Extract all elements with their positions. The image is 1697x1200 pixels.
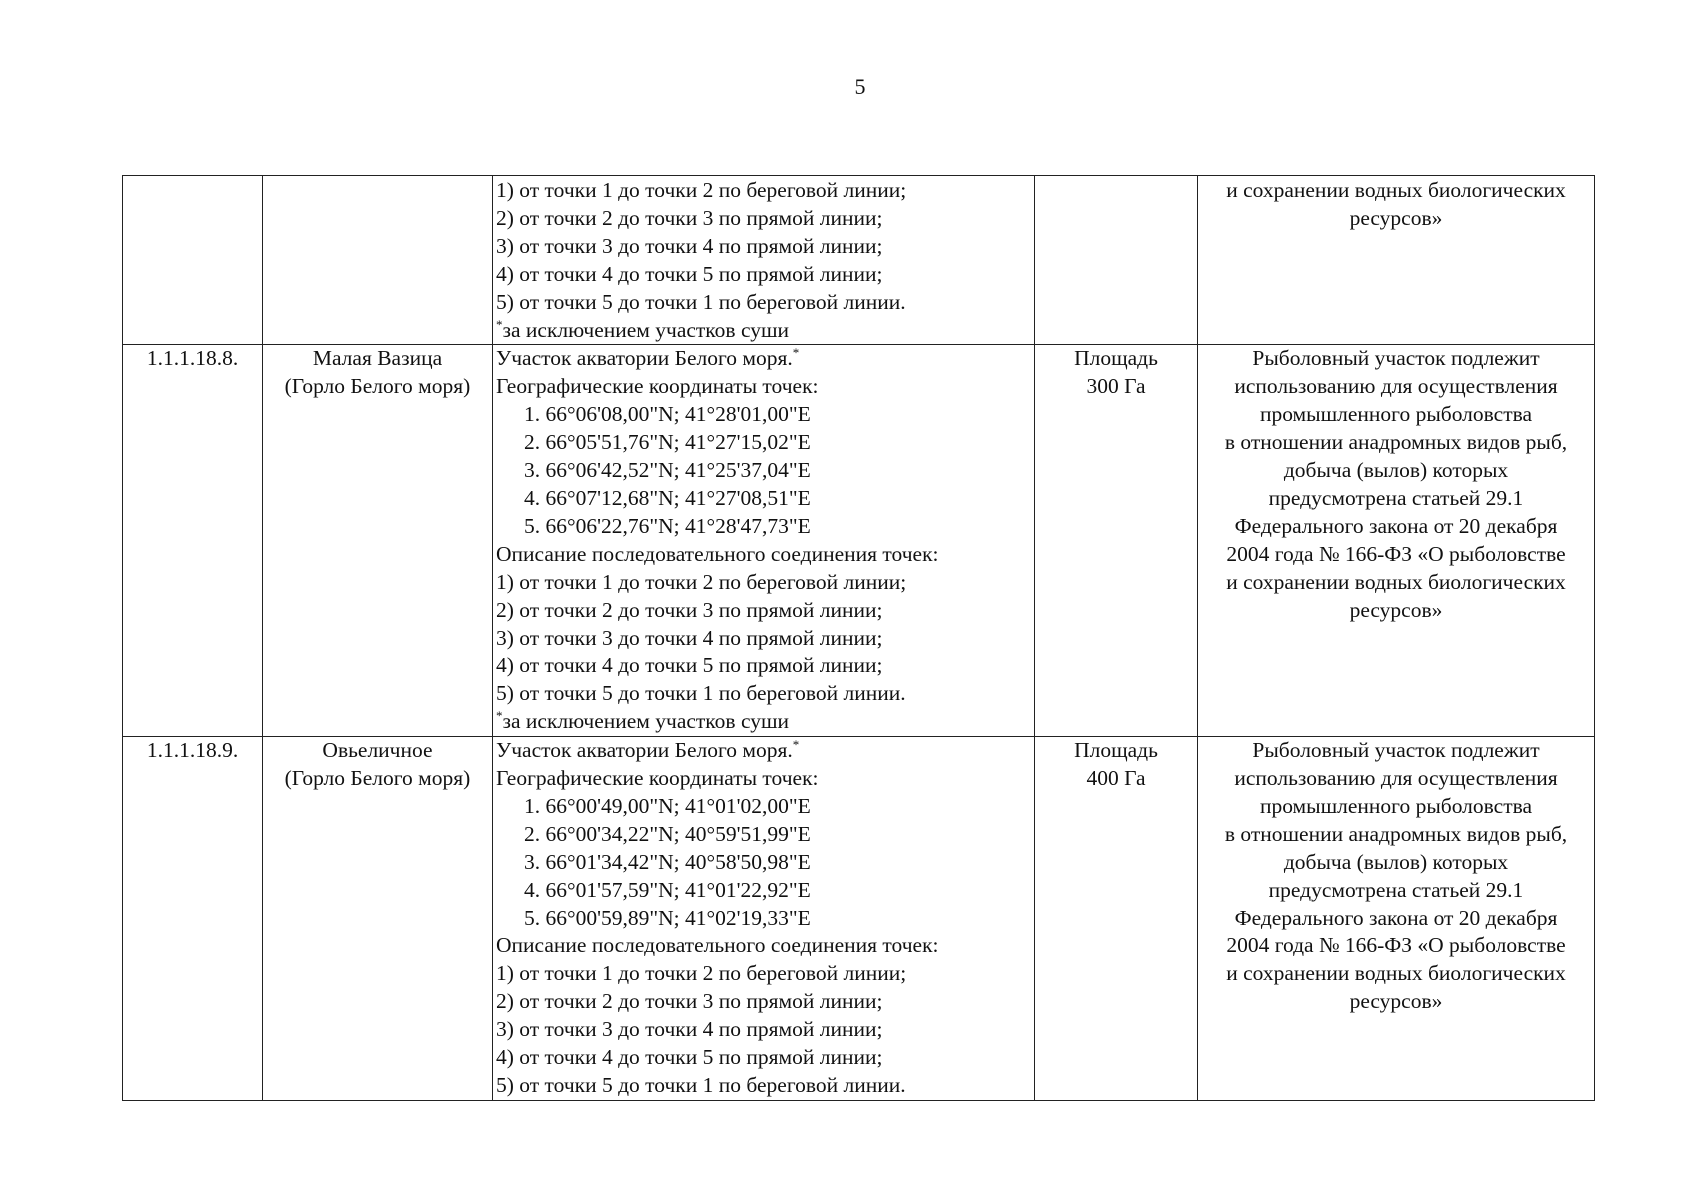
site-location: (Горло Белого моря) — [284, 374, 471, 399]
coordinate-line: 4. 66°07'12,68"N; 41°27'08,51"E — [524, 485, 811, 510]
purpose-line: и сохранении водных биологических — [1226, 569, 1566, 594]
cell-number: 1.1.1.18.9. — [123, 737, 263, 1101]
footnote-line — [496, 317, 1031, 345]
purpose-line: и сохранении водных биологических — [1226, 178, 1566, 202]
cell-description — [493, 737, 1035, 1101]
connection-line: 5) от точки 5 до точки 1 по береговой линии. — [496, 289, 906, 314]
connection-line: 1) от точки 1 до точки 2 по береговой линии; — [496, 961, 907, 986]
footnote-text: за исключением участков суши — [502, 317, 790, 342]
connection-line: 2) от точки 2 до точки 3 по прямой линии; — [496, 205, 883, 230]
cell-area — [1035, 345, 1198, 737]
cell-name — [263, 737, 493, 1101]
fishing-areas-table — [122, 175, 1595, 1101]
coordinate-line: 3. 66°06'42,52"N; 41°25'37,04"E — [524, 458, 811, 483]
footnote-mark: * — [792, 345, 800, 361]
connection-line: 2) от точки 2 до точки 3 по прямой линии; — [496, 989, 883, 1014]
site-name: Малая Вазица — [312, 346, 443, 371]
connections-title: Описание последовательного соединения точек: — [496, 541, 939, 566]
site-name: Овьеличное — [322, 738, 433, 763]
connections-title: Описание последовательного соединения точек: — [496, 933, 939, 958]
cell-purpose — [1198, 176, 1595, 345]
purpose-line: в отношении анадромных видов рыб, — [1224, 430, 1568, 455]
connection-line: 5) от точки 5 до точки 1 по береговой линии. — [496, 1073, 906, 1097]
footnote-mark: * — [496, 316, 503, 332]
connection-line: 3) от точки 3 до точки 4 по прямой линии; — [496, 1017, 883, 1042]
purpose-line: Рыболовный участок подлежит — [1252, 346, 1540, 371]
cell-area — [1035, 176, 1198, 345]
table-row-ovelichnoe — [123, 737, 1595, 1101]
connection-line: 5) от точки 5 до точки 1 по береговой линии. — [496, 681, 906, 706]
coordinate-line: 3. 66°01'34,42"N; 40°58'50,98"E — [524, 849, 811, 874]
footnote-mark: * — [792, 737, 800, 753]
footnote-line — [496, 708, 1031, 736]
purpose-line: ресурсов» — [1349, 205, 1443, 230]
purpose-line: промышленного рыболовства — [1259, 402, 1533, 427]
cell-name — [263, 176, 493, 345]
purpose-line: 2004 года № 166-ФЗ «О рыболовстве — [1226, 933, 1566, 958]
purpose-line: использованию для осуществления — [1234, 374, 1558, 399]
coordinate-line: 2. 66°00'34,22"N; 40°59'51,99"E — [524, 821, 811, 846]
coordinate-line: 5. 66°06'22,76"N; 41°28'47,73"E — [524, 513, 811, 538]
area-label: Площадь — [1074, 738, 1158, 763]
description-title: Участок акватории Белого моря.* — [496, 345, 800, 371]
cell-number: 1.1.1.18.8. — [123, 345, 263, 737]
purpose-line: в отношении анадромных видов рыб, — [1224, 821, 1568, 846]
description-title: Участок акватории Белого моря.* — [496, 737, 800, 763]
coords-title: Географические координаты точек: — [496, 374, 819, 399]
cell-description — [493, 176, 1035, 345]
purpose-line: ресурсов» — [1349, 989, 1443, 1014]
area-value: 300 Га — [1086, 374, 1146, 399]
coordinate-line: 1. 66°06'08,00"N; 41°28'01,00"E — [524, 402, 811, 427]
page-number: 5 — [854, 74, 866, 99]
coordinate-line: 1. 66°00'49,00"N; 41°01'02,00"E — [524, 793, 811, 818]
coordinate-line: 4. 66°01'57,59"N; 41°01'22,92"E — [524, 877, 811, 902]
connection-line: 3) от точки 3 до точки 4 по прямой линии; — [496, 625, 883, 650]
coordinate-line: 5. 66°00'59,89"N; 41°02'19,33"E — [524, 905, 811, 930]
cell-number — [123, 176, 263, 345]
purpose-line: предусмотрена статьей 29.1 — [1268, 485, 1524, 510]
purpose-line: добыча (вылов) которых — [1283, 849, 1509, 874]
purpose-line: Федерального закона от 20 декабря — [1234, 905, 1558, 930]
cell-name — [263, 345, 493, 737]
purpose-line: 2004 года № 166-ФЗ «О рыболовстве — [1226, 541, 1566, 566]
coordinate-line: 2. 66°05'51,76"N; 41°27'15,02"E — [524, 430, 811, 455]
connection-line: 2) от точки 2 до точки 3 по прямой линии; — [496, 597, 883, 622]
purpose-line: Федерального закона от 20 декабря — [1234, 513, 1558, 538]
table-row-malaya-vazitsa — [123, 345, 1595, 737]
purpose-line: промышленного рыболовства — [1259, 793, 1533, 818]
connection-line: 1) от точки 1 до точки 2 по береговой линии; — [496, 569, 907, 594]
purpose-line: использованию для осуществления — [1234, 766, 1558, 791]
footnote-text: за исключением участков суши — [502, 709, 790, 734]
connection-line: 4) от точки 4 до точки 5 по прямой линии; — [496, 261, 883, 286]
table-row-continuation — [123, 176, 1595, 345]
cell-description — [493, 345, 1035, 737]
purpose-line: добыча (вылов) которых — [1283, 458, 1509, 483]
cell-purpose — [1198, 737, 1595, 1101]
connection-line: 3) от точки 3 до точки 4 по прямой линии; — [496, 233, 883, 258]
cell-purpose — [1198, 345, 1595, 737]
area-label: Площадь — [1074, 346, 1158, 371]
footnote-mark: * — [496, 708, 503, 724]
coords-title: Географические координаты точек: — [496, 766, 819, 791]
site-location: (Горло Белого моря) — [284, 766, 471, 791]
purpose-line: Рыболовный участок подлежит — [1252, 738, 1540, 763]
connection-line: 4) от точки 4 до точки 5 по прямой линии; — [496, 1045, 883, 1070]
cell-area — [1035, 737, 1198, 1101]
purpose-line: предусмотрена статьей 29.1 — [1268, 877, 1524, 902]
connection-line: 4) от точки 4 до точки 5 по прямой линии; — [496, 653, 883, 678]
purpose-line: и сохранении водных биологических — [1226, 961, 1566, 986]
area-value: 400 Га — [1086, 766, 1146, 791]
purpose-line: ресурсов» — [1349, 597, 1443, 622]
connection-line: 1) от точки 1 до точки 2 по береговой линии; — [496, 178, 907, 202]
